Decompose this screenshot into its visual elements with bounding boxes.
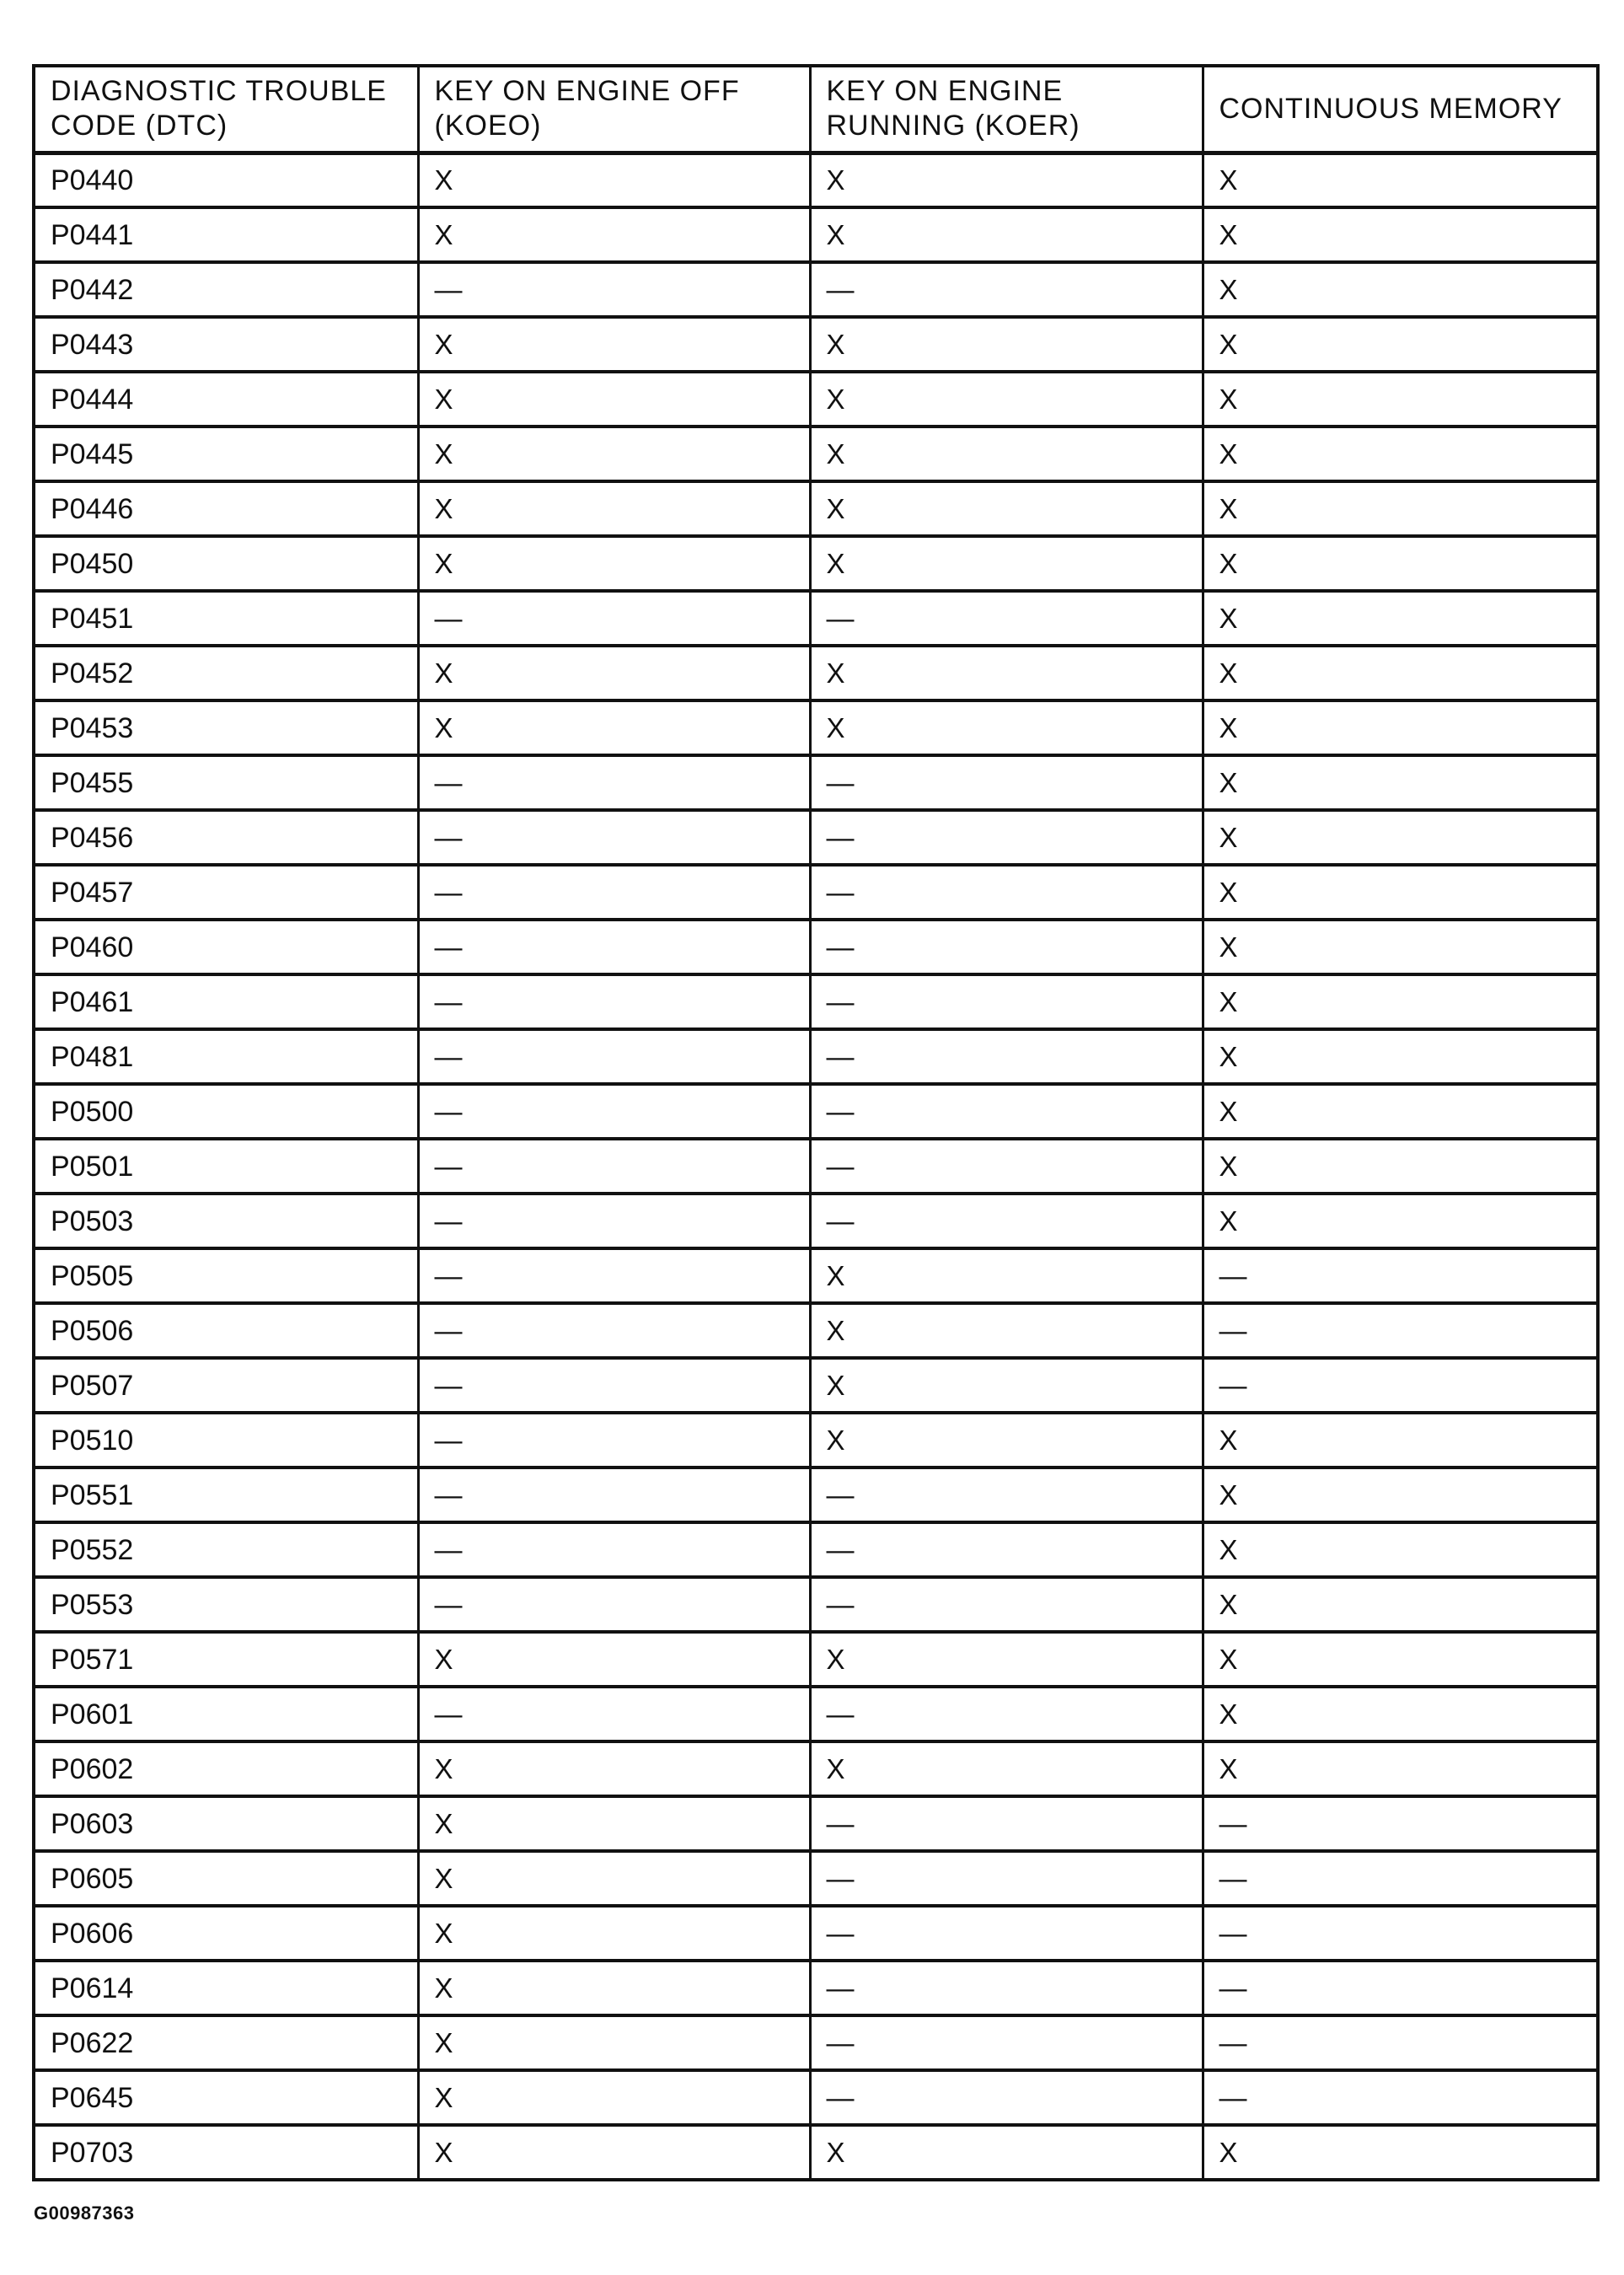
dtc-code-cell: P0614: [34, 1961, 418, 2015]
continuous-memory-cell: X: [1203, 372, 1598, 427]
koeo-cell: —: [418, 1467, 810, 1522]
table-row: [34, 1577, 1598, 1632]
table-row: [34, 1687, 1598, 1741]
table-row: [34, 207, 1598, 262]
dtc-code-cell: P0571: [34, 1632, 418, 1687]
koeo-cell: X: [418, 1632, 810, 1687]
continuous-memory-cell: X: [1203, 1029, 1598, 1084]
table-body: [34, 153, 1598, 2180]
table-row: [34, 1741, 1598, 1796]
continuous-memory-cell: X: [1203, 755, 1598, 810]
dtc-code-cell: P0510: [34, 1413, 418, 1467]
koeo-cell: —: [418, 1687, 810, 1741]
continuous-memory-cell: X: [1203, 1139, 1598, 1194]
continuous-memory-cell: X: [1203, 481, 1598, 536]
table-row: [34, 372, 1598, 427]
dtc-code-cell: P0440: [34, 153, 418, 207]
dtc-code-cell: P0443: [34, 317, 418, 372]
dtc-code-cell: P0452: [34, 646, 418, 700]
koeo-cell: —: [418, 1248, 810, 1303]
table-row: [34, 1796, 1598, 1851]
dtc-code-cell: P0505: [34, 1248, 418, 1303]
table-row: [34, 1194, 1598, 1248]
header-continuous-memory: CONTINUOUS MEMORY: [1203, 66, 1598, 153]
table-row: [34, 536, 1598, 591]
koeo-cell: —: [418, 1084, 810, 1139]
koeo-cell: —: [418, 1358, 810, 1413]
dtc-code-cell: P0500: [34, 1084, 418, 1139]
koeo-cell: —: [418, 1194, 810, 1248]
continuous-memory-cell: X: [1203, 700, 1598, 755]
continuous-memory-cell: X: [1203, 1467, 1598, 1522]
koeo-cell: X: [418, 207, 810, 262]
table-row: [34, 810, 1598, 865]
table-row: [34, 481, 1598, 536]
dtc-code-cell: P0552: [34, 1522, 418, 1577]
continuous-memory-cell: —: [1203, 1303, 1598, 1358]
continuous-memory-cell: —: [1203, 1906, 1598, 1961]
continuous-memory-cell: X: [1203, 317, 1598, 372]
koer-cell: —: [810, 974, 1203, 1029]
koer-cell: —: [810, 1687, 1203, 1741]
koer-cell: X: [810, 536, 1203, 591]
continuous-memory-cell: X: [1203, 1632, 1598, 1687]
koeo-cell: —: [418, 865, 810, 920]
dtc-code-cell: P0602: [34, 1741, 418, 1796]
continuous-memory-cell: X: [1203, 207, 1598, 262]
table-row: [34, 2015, 1598, 2070]
continuous-memory-cell: X: [1203, 1741, 1598, 1796]
koeo-cell: X: [418, 317, 810, 372]
continuous-memory-cell: —: [1203, 1358, 1598, 1413]
table-row: [34, 1632, 1598, 1687]
koer-cell: —: [810, 1522, 1203, 1577]
koeo-cell: —: [418, 974, 810, 1029]
koer-cell: —: [810, 920, 1203, 974]
koeo-cell: X: [418, 153, 810, 207]
koer-cell: —: [810, 865, 1203, 920]
table-row: [34, 262, 1598, 317]
continuous-memory-cell: X: [1203, 646, 1598, 700]
koer-cell: X: [810, 1413, 1203, 1467]
koer-cell: —: [810, 1961, 1203, 2015]
koer-cell: —: [810, 262, 1203, 317]
koeo-cell: X: [418, 1851, 810, 1906]
continuous-memory-cell: X: [1203, 536, 1598, 591]
koeo-cell: —: [418, 755, 810, 810]
figure-code: G00987363: [34, 2203, 135, 2224]
table-row: [34, 1906, 1598, 1961]
dtc-code-cell: P0603: [34, 1796, 418, 1851]
table-row: [34, 1029, 1598, 1084]
koer-cell: —: [810, 2015, 1203, 2070]
table-row: [34, 2070, 1598, 2125]
koer-cell: —: [810, 810, 1203, 865]
continuous-memory-cell: X: [1203, 1084, 1598, 1139]
continuous-memory-cell: —: [1203, 1851, 1598, 1906]
dtc-code-cell: P0503: [34, 1194, 418, 1248]
dtc-code-cell: P0441: [34, 207, 418, 262]
dtc-code-cell: P0450: [34, 536, 418, 591]
table-row: [34, 920, 1598, 974]
koeo-cell: X: [418, 481, 810, 536]
dtc-code-cell: P0553: [34, 1577, 418, 1632]
koer-cell: —: [810, 1194, 1203, 1248]
koer-cell: X: [810, 700, 1203, 755]
koer-cell: —: [810, 1577, 1203, 1632]
table-row: [34, 1522, 1598, 1577]
koer-cell: X: [810, 646, 1203, 700]
dtc-code-cell: P0506: [34, 1303, 418, 1358]
table-row: [34, 1084, 1598, 1139]
koer-cell: —: [810, 1139, 1203, 1194]
table-row: [34, 700, 1598, 755]
continuous-memory-cell: X: [1203, 427, 1598, 481]
table-row: [34, 1851, 1598, 1906]
koer-cell: X: [810, 1303, 1203, 1358]
koeo-cell: —: [418, 1139, 810, 1194]
koer-cell: —: [810, 755, 1203, 810]
koer-cell: X: [810, 481, 1203, 536]
continuous-memory-cell: X: [1203, 591, 1598, 646]
koer-cell: X: [810, 207, 1203, 262]
dtc-code-cell: P0445: [34, 427, 418, 481]
koeo-cell: X: [418, 646, 810, 700]
koer-cell: X: [810, 1248, 1203, 1303]
koeo-cell: X: [418, 1961, 810, 2015]
dtc-code-cell: P0601: [34, 1687, 418, 1741]
koeo-cell: X: [418, 2015, 810, 2070]
continuous-memory-cell: X: [1203, 2125, 1598, 2180]
continuous-memory-cell: —: [1203, 1961, 1598, 2015]
dtc-code-cell: P0442: [34, 262, 418, 317]
koeo-cell: X: [418, 700, 810, 755]
table-row: [34, 1303, 1598, 1358]
continuous-memory-cell: —: [1203, 1248, 1598, 1303]
header-koeo: KEY ON ENGINE OFF (KOEO): [418, 66, 810, 153]
koeo-cell: —: [418, 1522, 810, 1577]
koer-cell: —: [810, 1851, 1203, 1906]
dtc-code-cell: P0444: [34, 372, 418, 427]
koer-cell: —: [810, 1029, 1203, 1084]
dtc-code-cell: P0605: [34, 1851, 418, 1906]
table-row: [34, 427, 1598, 481]
continuous-memory-cell: X: [1203, 1194, 1598, 1248]
continuous-memory-cell: —: [1203, 2015, 1598, 2070]
table-row: [34, 1358, 1598, 1413]
table-header-row: [34, 66, 1598, 153]
table-row: [34, 153, 1598, 207]
koer-cell: X: [810, 153, 1203, 207]
koer-cell: —: [810, 1796, 1203, 1851]
table-row: [34, 646, 1598, 700]
koer-cell: X: [810, 2125, 1203, 2180]
continuous-memory-cell: X: [1203, 974, 1598, 1029]
table-row: [34, 2125, 1598, 2180]
dtc-code-cell: P0451: [34, 591, 418, 646]
dtc-code-cell: P0606: [34, 1906, 418, 1961]
continuous-memory-cell: X: [1203, 865, 1598, 920]
table-row: [34, 317, 1598, 372]
koeo-cell: X: [418, 1741, 810, 1796]
koer-cell: X: [810, 1358, 1203, 1413]
koeo-cell: X: [418, 427, 810, 481]
koer-cell: —: [810, 2070, 1203, 2125]
continuous-memory-cell: X: [1203, 1522, 1598, 1577]
koeo-cell: X: [418, 1906, 810, 1961]
dtc-code-cell: P0456: [34, 810, 418, 865]
dtc-code-cell: P0622: [34, 2015, 418, 2070]
koer-cell: X: [810, 317, 1203, 372]
koeo-cell: —: [418, 1577, 810, 1632]
dtc-code-cell: P0703: [34, 2125, 418, 2180]
dtc-code-cell: P0461: [34, 974, 418, 1029]
koeo-cell: X: [418, 372, 810, 427]
koeo-cell: X: [418, 1796, 810, 1851]
continuous-memory-cell: X: [1203, 1577, 1598, 1632]
continuous-memory-cell: X: [1203, 810, 1598, 865]
continuous-memory-cell: X: [1203, 153, 1598, 207]
dtc-code-cell: P0551: [34, 1467, 418, 1522]
koeo-cell: X: [418, 2070, 810, 2125]
continuous-memory-cell: X: [1203, 1413, 1598, 1467]
table-row: [34, 1467, 1598, 1522]
dtc-code-cell: P0455: [34, 755, 418, 810]
koer-cell: X: [810, 1741, 1203, 1796]
koeo-cell: X: [418, 536, 810, 591]
koer-cell: X: [810, 372, 1203, 427]
koer-cell: X: [810, 1632, 1203, 1687]
dtc-code-cell: P0507: [34, 1358, 418, 1413]
table-row: [34, 755, 1598, 810]
table-row: [34, 1961, 1598, 2015]
table-row: [34, 1413, 1598, 1467]
dtc-test-mode-table: [32, 64, 1600, 2181]
continuous-memory-cell: X: [1203, 262, 1598, 317]
continuous-memory-cell: X: [1203, 1687, 1598, 1741]
dtc-code-cell: P0481: [34, 1029, 418, 1084]
continuous-memory-cell: —: [1203, 1796, 1598, 1851]
header-koer: KEY ON ENGINE RUNNING (KOER): [810, 66, 1203, 153]
koeo-cell: —: [418, 1303, 810, 1358]
table-row: [34, 865, 1598, 920]
header-dtc: DIAGNOSTIC TROUBLE CODE (DTC): [34, 66, 418, 153]
dtc-code-cell: P0457: [34, 865, 418, 920]
koeo-cell: —: [418, 262, 810, 317]
dtc-code-cell: P0645: [34, 2070, 418, 2125]
koeo-cell: —: [418, 920, 810, 974]
table-row: [34, 1139, 1598, 1194]
koer-cell: X: [810, 427, 1203, 481]
koer-cell: —: [810, 1467, 1203, 1522]
dtc-code-cell: P0501: [34, 1139, 418, 1194]
koeo-cell: X: [418, 2125, 810, 2180]
koeo-cell: —: [418, 1413, 810, 1467]
koer-cell: —: [810, 1906, 1203, 1961]
koer-cell: —: [810, 591, 1203, 646]
table-row: [34, 1248, 1598, 1303]
koer-cell: —: [810, 1084, 1203, 1139]
dtc-code-cell: P0460: [34, 920, 418, 974]
koeo-cell: —: [418, 591, 810, 646]
continuous-memory-cell: X: [1203, 920, 1598, 974]
koeo-cell: —: [418, 1029, 810, 1084]
continuous-memory-cell: —: [1203, 2070, 1598, 2125]
koeo-cell: —: [418, 810, 810, 865]
table-row: [34, 591, 1598, 646]
dtc-code-cell: P0446: [34, 481, 418, 536]
dtc-code-cell: P0453: [34, 700, 418, 755]
table-row: [34, 974, 1598, 1029]
